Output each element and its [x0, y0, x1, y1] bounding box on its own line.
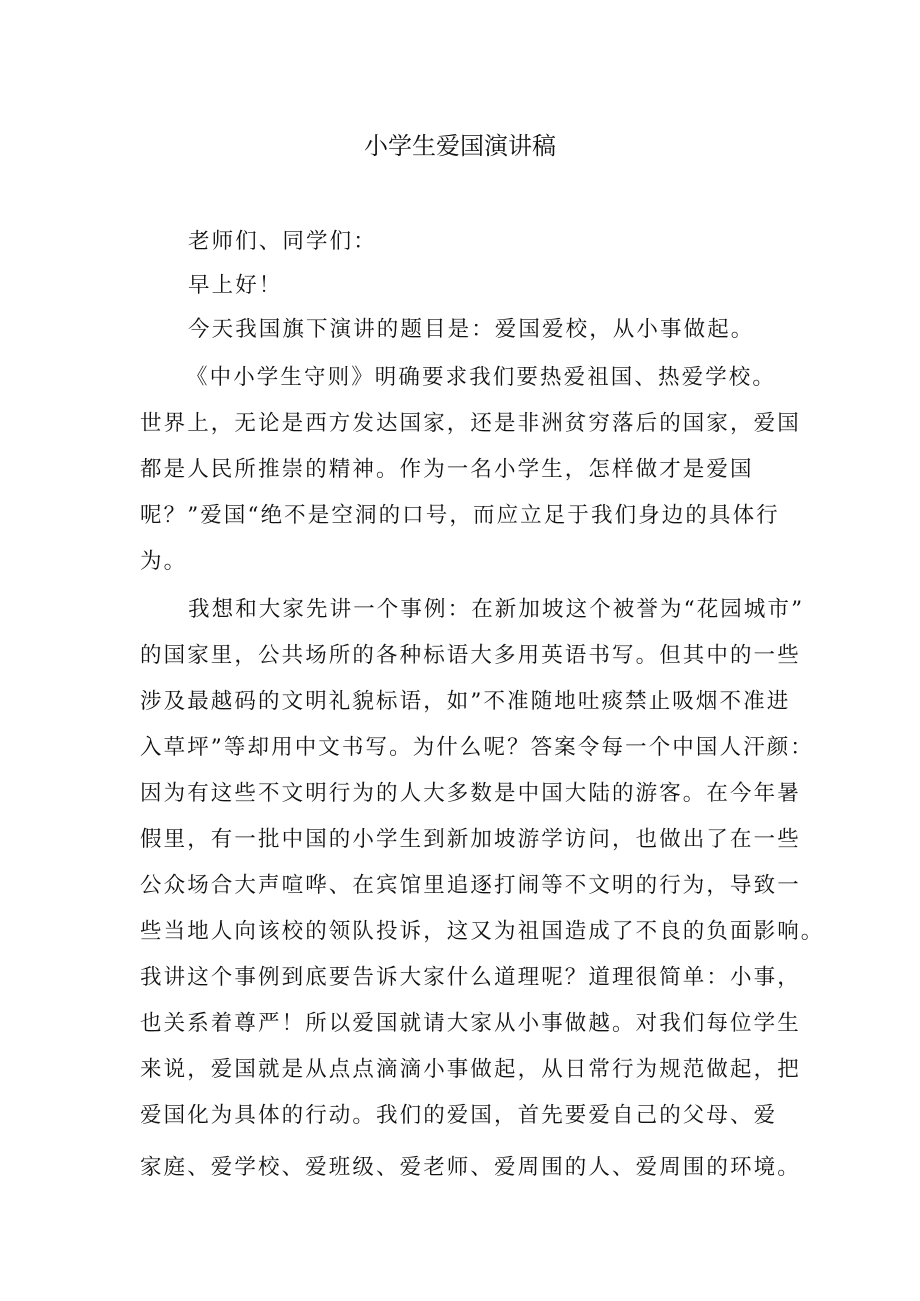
paragraph-line: 呢？”爱国“绝不是空洞的口号，而应立足于我们身边的具体行	[140, 503, 780, 528]
paragraph-line: 些当地人向该校的领队投诉，这又为祖国造成了不良的负面影响。	[140, 919, 825, 944]
paragraph-line: 也关系着尊严！所以爱国就请大家从小事做越。对我们每位学生	[140, 1011, 801, 1036]
paragraph-line: 涉及最越码的文明礼貌标语，如”不准随地吐痰禁止吸烟不准进	[140, 689, 791, 714]
intro-line: 今天我国旗下演讲的题目是：爱国爱校，从小事做起。	[188, 317, 755, 342]
paragraph-line: 我想和大家先讲一个事例：在新加坡这个被誉为“花园城市”	[188, 597, 805, 622]
paragraph-line: 因为有这些不文明行为的人大多数是中国大陆的游客。在今年暑	[140, 781, 801, 806]
paragraph-line: 《中小学生守则》明确要求我们要热爱祖国、热爱学校。	[186, 365, 777, 390]
paragraph-line: 入草坪”等却用中文书写。为什么呢？答案令每一个中国人汗颜：	[140, 735, 814, 760]
paragraph-line: 来说，爱国就是从点点滴滴小事做起，从日常行为规范做起，把	[140, 1057, 801, 1082]
paragraph-line: 公众场合大声喧哗、在宾馆里追逐打闹等不文明的行为，导致一	[140, 873, 801, 898]
paragraph-line: 我讲这个事例到底要告诉大家什么道理呢？道理很简单：小事，	[140, 965, 801, 990]
paragraph-line: 都是人民所推崇的精神。作为一名小学生，怎样做才是爱国	[140, 457, 754, 482]
document-title: 小学生爱国演讲稿	[364, 132, 556, 160]
greeting: 老师们、同学们：	[188, 229, 377, 254]
paragraph-line: 为。	[140, 549, 188, 574]
paragraph-line: 爱国化为具体的行动。我们的爱国，首先要爱自己的父母、爱	[140, 1103, 778, 1128]
paragraph-line: 假里，有一批中国的小学生到新加坡游学访问，也做出了在一些	[140, 827, 801, 852]
salutation: 早上好！	[188, 273, 283, 298]
paragraph-line: 家庭、爱学校、爱班级、爱老师、爱周围的人、爱周围的环境。	[140, 1155, 801, 1180]
paragraph-line: 世界上，无论是西方发达国家，还是非洲贫穷落后的国家，爱国	[140, 411, 801, 436]
paragraph-line: 的国家里，公共场所的各种标语大多用英语书写。但其中的一些	[140, 643, 801, 668]
